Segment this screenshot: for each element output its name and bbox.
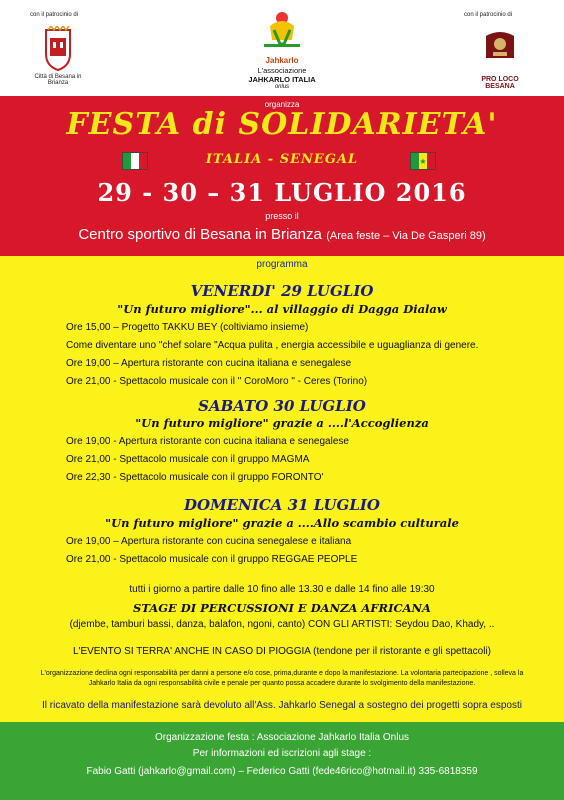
association-line1: L'associazione bbox=[257, 66, 307, 75]
proloco-text: PRO LOCO BESANA bbox=[481, 76, 519, 90]
program-item: Ore 15,00 – Progetto TAKKU BEY (coltiviamo insieme) bbox=[66, 322, 309, 333]
footer-organizer: Organizzazione festa : Associazione Jahkarlo Italia Onlus bbox=[154, 732, 410, 743]
footer-contacts: Fabio Gatti (jahkarlo@gmail.com) – Federico Gatti (fede46rico@hotmail.it) 335-6818359 bbox=[86, 766, 478, 777]
venue-detail: (Area feste – Via De Gasperi 89) bbox=[326, 230, 486, 242]
venue-line bbox=[0, 226, 564, 244]
day-title-saturday: SABATO 30 LUGLIO bbox=[198, 397, 366, 415]
day-theme-saturday: "Un futuro migliore" grazie a ....l'Accoglienza bbox=[135, 416, 429, 430]
program-item: Ore 21,00 - Spettacolo musicale con il gruppo MAGMA bbox=[66, 454, 310, 465]
patronage-left-label: con il patrocinio di bbox=[30, 12, 79, 18]
workshop-artists: (djembe, tamburi bassi, danza, balafon, ngoni, canto) CON GLI ARTISTI: Seydou Dao, Khady, .. bbox=[69, 619, 495, 630]
rain-notice: L'EVENTO SI TERRA' ANCHE IN CASO DI PIOGGIA (tendone per il ristorante e gli spettacoli) bbox=[72, 646, 492, 657]
presso-label: presso il bbox=[265, 211, 299, 221]
organizza-label: organizza bbox=[264, 100, 300, 109]
workshop-schedule: tutti i giorno a partire dalle 10 fino alle 13.30 e dalle 14 fino alle 19:30 bbox=[129, 584, 435, 595]
proloco-logo-icon bbox=[478, 28, 522, 74]
city-name: Città di Besana in Brianza bbox=[34, 74, 82, 86]
programma-heading: programma bbox=[256, 259, 308, 270]
patronage-right-label: con il patrocinio di bbox=[464, 12, 513, 18]
program-item: Ore 19,00 – Apertura ristorante con cucina italiana e senegalese bbox=[66, 358, 352, 369]
jahkarlo-logo-icon bbox=[254, 10, 310, 54]
footer-info: Per informazioni ed iscrizioni agli stage : bbox=[192, 748, 372, 759]
association-line3: onlus bbox=[274, 84, 290, 90]
day-theme-friday: "Un futuro migliore"... al villaggio di Dagga Dialaw bbox=[117, 302, 447, 316]
program-item: Ore 22,30 - Spettacolo musicale con il gruppo FORONTO' bbox=[66, 472, 324, 483]
senegal-flag-icon: ★ bbox=[410, 152, 436, 170]
program-item: Ore 19,00 – Apertura ristorante con cucina senegalese e italiana bbox=[66, 536, 352, 547]
event-title: FESTA di SOLIDARIETA' bbox=[66, 107, 498, 142]
disclaimer-line-1: L'organizzazione declina ogni responsabilità per danni a persone e/o cose, prima,durante e dopo la manifestazione. La volontaria partecipazione , solleva la bbox=[40, 670, 524, 677]
day-title-friday: VENERDI' 29 LUGLIO bbox=[190, 282, 374, 300]
venue-name: Centro sportivo di Besana in Brianza bbox=[78, 226, 322, 243]
program-item: Come diventare uno "chef solare "Acqua pulita , energia accessibile e uguaglianza di genere. bbox=[66, 340, 479, 351]
proceeds-notice: Il ricavato della manifestazione sarà devoluto all'Ass. Jahkarlo Senegal a sostegno dei progetti sopra esposti bbox=[42, 700, 522, 711]
day-title-sunday: DOMENICA 31 LUGLIO bbox=[184, 496, 380, 514]
program-item: Ore 19,00 - Apertura ristorante con cucina italiana e senegalese bbox=[66, 436, 349, 447]
program-item: Ore 21,00 - Spettacolo musicale con il " CoroMoro " - Ceres (Torino) bbox=[66, 376, 368, 387]
association-line2: JAHKARLO ITALIA bbox=[248, 75, 316, 84]
program-item: Ore 21,00 - Spettacolo musicale con il gruppo REGGAE PEOPLE bbox=[66, 554, 358, 565]
disclaimer bbox=[20, 669, 544, 689]
jahkarlo-logo-text: Jahkarlo bbox=[265, 56, 299, 65]
workshop-title: STAGE DI PERCUSSIONI E DANZA AFRICANA bbox=[133, 601, 431, 615]
disclaimer-line-2: Jahkarlo Italia da ogni responsabilità civile e penale per quanto possa accadere durante lo svolgimento della manifestazione. bbox=[88, 680, 476, 687]
city-crest-icon bbox=[40, 26, 76, 72]
event-dates: 29 - 30 – 31 LUGLIO 2016 bbox=[97, 178, 467, 207]
event-subtitle: ITALIA - SENEGAL bbox=[205, 152, 359, 167]
day-theme-sunday: "Un futuro migliore" grazie a ....Allo scambio culturale bbox=[105, 516, 459, 530]
